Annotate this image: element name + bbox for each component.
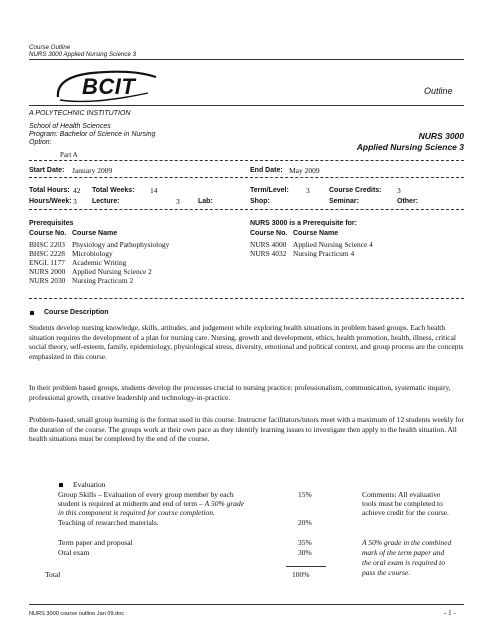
course-row-name: Nursing Practicum 4 [293,249,355,258]
total-hours-label: Total Hours: [29,187,70,194]
eval-term-paper-pct: 35% [298,538,312,547]
course-row-name: Nursing Practicum 2 [72,276,134,285]
course-row-number: NURS 4000 [250,240,287,249]
eval-comment-2a: A 50% grade in the combined [362,538,452,547]
hours-rule [29,209,464,210]
eval-comment-1c: achieve credit for the course. [362,508,449,517]
lab-label: Lab: [198,198,213,205]
shop-label: Shop: [250,198,270,205]
description-para-2: In their problem based groups, students develop the processes crucial to nursing practice: professionalism, communication, systematic inquiry, professional growth, creative leadership and technology-in-practice. [29,383,451,402]
course-row-number: BHSC 2203 [29,240,65,249]
doc-header-title: Course Outline [29,44,71,51]
end-date-label: End Date: [250,167,283,174]
footer-rule [29,604,464,605]
prereq-for-title: NURS 3000 is a Prerequisite for: [250,220,357,227]
eval-comment-2c: the oral exam is required to [362,558,445,567]
seminar-label: Seminar: [329,198,359,205]
eval-comment-1a: Comments: All evaluative [362,490,441,499]
program-name: Program: Bachelor of Science in Nursing [29,131,156,138]
logo-tagline: A POLYTECHNIC INSTITUTION [29,110,131,117]
total-weeks-value: 14 [150,186,158,195]
eval-teaching: Teaching of researched materials. [58,518,159,527]
course-row-number: ENGL 1177 [29,258,65,267]
footer-filename: NURS 3000 course outline Jan 09.doc [29,611,125,617]
eval-oral-exam: Oral exam [58,548,90,557]
eval-teaching-pct: 20% [298,518,312,527]
prereq-title: Prerequisites [29,220,74,227]
term-level-label: Term/Level: [250,187,289,194]
eval-group-skills-pct: 15% [298,490,312,499]
prereq-for-col-no: Course No. [250,230,288,237]
end-date-value: May 2009 [289,166,320,175]
start-date-label: Start Date: [29,167,65,174]
prereq-rule [29,298,464,299]
eval-comment-2d: pass the course. [362,568,411,577]
course-credits-value: 3 [397,186,401,195]
dates-rule [29,177,464,178]
prereq-col-no: Course No. [29,230,67,237]
option-label: Option: [29,139,52,146]
doc-header-course: NURS 3000 Applied Nursing Science 3 [29,51,137,58]
eval-total: Total [45,570,61,579]
eval-group-skills-line3: in this component is required for course completion. [58,508,215,517]
part-rule [29,160,464,161]
term-level-value: 3 [306,186,310,195]
bcit-logo [52,67,162,107]
eval-comment-2b: mark of the term paper and [362,548,445,557]
footer-page-number: - 1 - [444,609,456,617]
logo-text: BCIT [82,74,136,99]
eval-group-skills-line2 [58,499,244,508]
eval-group-skills-text: student is required at midterm and end of term – [58,499,203,508]
part-label: Part A [60,151,78,159]
course-row-name: Physiology and Pathophysiology [72,240,170,249]
course-code: NURS 3000 [418,131,464,141]
eval-group-skills-line1: Group Skills – Evaluation of every group member by each [58,490,234,499]
course-row-name: Microbiology [72,249,113,258]
school-name: School of Health Sciences [29,123,111,130]
logo-rule [29,105,464,106]
course-row-name: Applied Nursing Science 2 [72,267,152,276]
course-credits-label: Course Credits: [329,187,382,194]
course-row-name: Academic Writing [72,258,127,267]
bullet-icon [30,311,34,315]
hours-week-value: 3 [73,197,77,206]
description-heading: Course Description [44,309,109,316]
total-rule [286,566,326,567]
course-row-number: BHSC 2228 [29,249,65,258]
eval-oral-exam-pct: 30% [298,548,312,557]
header-rule [29,59,464,60]
course-row-number: NURS 4032 [250,249,287,258]
other-label: Other: [397,198,418,205]
total-weeks-label: Total Weeks: [92,187,135,194]
lecture-value: 3 [176,197,180,206]
hours-week-label: Hours/Week: [29,198,72,205]
description-para-3: Problem-based, small group learning is the format used in this course. Instructor facilitators/tutors meet with a maximum of 12 students weekly for the duration of the course. The groups work at their own pace as they identify learning issues to investigate then apply to the health situation. All health situations must be completed by the end of the course. [29,415,464,444]
prereq-for-col-name: Course Name [293,230,339,237]
course-title: Applied Nursing Science 3 [356,142,464,152]
description-para-1: Students develop nursing knowledge, skills, attitudes, and judgement while exploring health situations in problem based groups. Each health situation requires the development of a plan for nursing care. Nursing, growth and development, ethics, health promotion, health, illness, critical social theory, self-esteem, family, epidemiology, physiological stress, diversity, emotional and political context, and group process are the concepts emphasized in this course. [29,323,464,361]
eval-total-pct: 100% [292,570,310,579]
total-hours-value: 42 [73,186,81,195]
evaluation-heading: Evaluation [73,480,106,489]
course-row-name: Applied Nursing Science 4 [293,240,373,249]
eval-term-paper: Term paper and proposal [58,538,133,547]
start-date-value: January 2009 [72,166,113,175]
outline-label: Outline [424,86,453,96]
bullet-icon [59,483,63,487]
prereq-col-name: Course Name [72,230,118,237]
lecture-label: Lecture: [92,198,120,205]
course-row-number: NURS 2000 [29,267,66,276]
eval-comment-1b: tools must be completed to [362,499,443,508]
eval-group-skills-note: A 50% grade [204,499,245,508]
course-row-number: NURS 2030 [29,276,66,285]
